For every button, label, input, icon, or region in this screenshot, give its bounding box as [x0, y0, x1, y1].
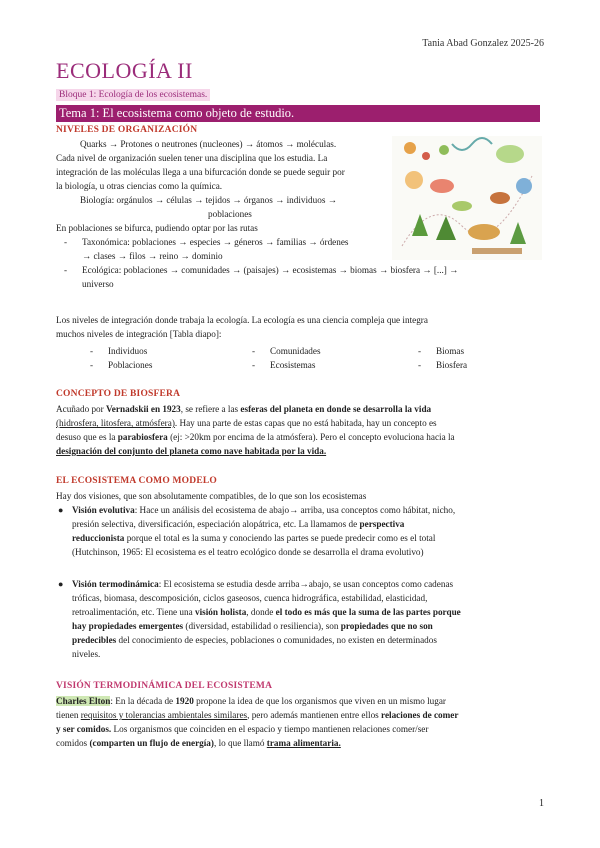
- paragraph-line: tróficas, biomasa, descomposición, ciclos gaseosos, cuenca hidrográfica, estabilidad, elasticidad,: [72, 593, 428, 603]
- level-item: - Ecosistemas: [252, 360, 316, 370]
- text-line: integración de las moléculas llega a una bifurcación donde se puede seguir por: [56, 167, 345, 177]
- text-line: Cada nivel de organización suelen tener una disciplina que los estudia. La: [56, 153, 328, 163]
- paragraph-line: desuso que es la parabiosfera (ej: >20km por encima de la atmósfera). Pero el concepto evoluciona hacia la: [56, 432, 455, 442]
- page-number: 1: [539, 798, 544, 809]
- author-header: Tania Abad Gonzalez 2025-26: [422, 38, 544, 49]
- tema-banner: Tema 1: El ecosistema como objeto de estudio.: [56, 105, 540, 122]
- text-line: Biología: orgánulos → células → tejidos → órganos → individuos →: [80, 195, 337, 205]
- paragraph-line: tienen requisitos y tolerancias ambientales similares, pero además mantienen entre ellos relaciones de comer: [56, 710, 459, 720]
- section-heading-biosfera: CONCEPTO DE BIOSFERA: [56, 389, 181, 399]
- paragraph-line: comidos (comparten un flujo de energía), lo que llamó trama alimentaria.: [56, 738, 341, 748]
- list-item-cont: → clases → filos → reino → dominio: [82, 251, 223, 261]
- paragraph-line: Visión termodinámica: El ecosistema se estudia desde arriba→abajo, se usan conceptos como cadenas: [72, 579, 454, 589]
- level-item: - Biomas: [418, 346, 465, 356]
- page-title: ECOLOGÍA II: [56, 58, 193, 83]
- paragraph-line: (hidrosfera, litosfera, atmósfera). Hay una parte de estas capas que no está habitada, hay un concepto es: [56, 418, 437, 428]
- text-line: la biología, u otras ciencias como la química.: [56, 181, 223, 191]
- level-item: - Individuos: [90, 346, 148, 356]
- paragraph: Hay dos visiones, que son absolutamente compatibles, de lo que son los ecosistemas: [56, 491, 367, 501]
- paragraph-line: retroalimentación, etc. Tiene una visión holista, donde el todo es más que la suma de las partes porque: [72, 607, 461, 617]
- bullet-icon: ●: [58, 579, 64, 589]
- paragraph-line: niveles.: [72, 649, 101, 659]
- list-item: - Taxonómica: poblaciones → especies → géneros → familias → órdenes: [64, 237, 349, 247]
- paragraph-line: hay propiedades emergentes (diversidad, estabilidad o resiliencia), son propiedades que no son: [72, 621, 433, 631]
- text-line: En poblaciones se bifurca, pudiendo optar por las rutas: [56, 223, 258, 233]
- section-heading-niveles: NIVELES DE ORGANIZACIÓN: [56, 125, 198, 135]
- paragraph-line: y ser comidos. Los organismos que coinciden en el espacio y tiempo mantienen relaciones comer/ser: [56, 724, 429, 734]
- paragraph-line: Acuñado por Vernadskii en 1923, se refiere a las esferas del planeta en donde se desarrolla la vida: [56, 404, 432, 414]
- bullet-icon: ●: [58, 505, 64, 515]
- paragraph-line: (Hutchinson, 1965: El ecosistema es el teatro ecológico donde se desarrolla el drama evolutivo): [72, 547, 424, 557]
- paragraph-line: reduccionista porque el total es la suma y conociendo las partes se puede predecir como es el total: [72, 533, 436, 543]
- section-heading-vision-termodinamica: VISIÓN TERMODINÁMICA DEL ECOSISTEMA: [56, 681, 273, 691]
- paragraph-line: designación del conjunto del planeta como nave habitada por la vida.: [56, 446, 327, 456]
- list-item: - Ecológica: poblaciones → comunidades → (paisajes) → ecosistemas → biomas → biosfera → [...] →: [64, 265, 459, 275]
- text-line: poblaciones: [208, 209, 252, 219]
- level-item: - Biosfera: [418, 360, 468, 370]
- paragraph: Los niveles de integración donde trabaja la ecología. La ecología es una ciencia compleja que integra: [56, 315, 428, 325]
- paragraph-line: Charles Elton: En la década de 1920 propone la idea de que los organismos que viven en un mismo lugar: [56, 696, 446, 706]
- level-item: - Poblaciones: [90, 360, 153, 370]
- levels-of-organization-illustration: [392, 136, 542, 260]
- list-item-cont: universo: [82, 279, 114, 289]
- paragraph-line: predecibles del conocimiento de especies, poblaciones o comunidades, no existen en determinados: [72, 635, 437, 645]
- paragraph: muchos niveles de integración [Tabla diapo]:: [56, 329, 222, 339]
- paragraph-line: presión selectiva, diversificación, especiación alopátrica, etc. La llamamos de perspectiva: [72, 519, 405, 529]
- bloque-label: Bloque 1: Ecología de los ecosistemas.: [56, 89, 210, 101]
- text-line: Quarks → Protones o neutrones (nucleones) → átomos → moléculas.: [80, 139, 337, 149]
- paragraph-line: Visión evolutiva: Hace un análisis del ecosistema de abajo→ arriba, usa conceptos como hábitat, nicho,: [72, 505, 456, 515]
- section-heading-ecosistema-modelo: EL ECOSISTEMA COMO MODELO: [56, 476, 217, 486]
- level-item: - Comunidades: [252, 346, 321, 356]
